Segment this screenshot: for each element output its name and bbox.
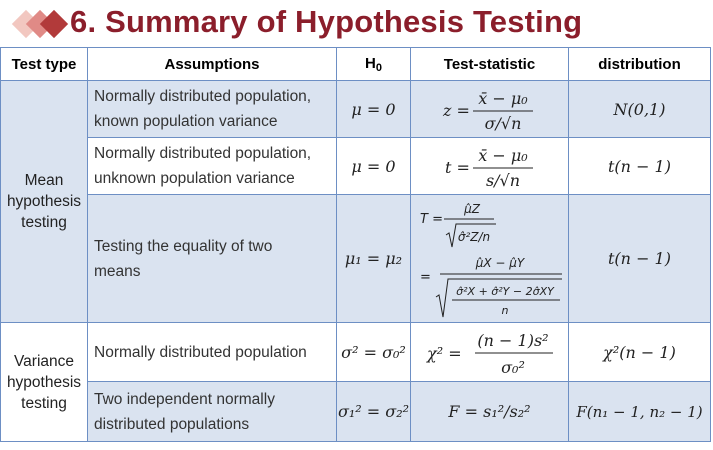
assumption-cell	[88, 195, 337, 323]
z-statistic-formula	[415, 84, 565, 134]
assumption-line: Normally distributed population	[94, 343, 307, 361]
group-mean	[1, 81, 88, 323]
summary-table	[0, 47, 711, 442]
T2-equals: =	[419, 269, 431, 285]
header-assumptions: Assumptions	[88, 48, 337, 81]
h0-cell: μ₁ = μ₂	[337, 195, 411, 323]
header-h0-label: H	[365, 54, 376, 72]
assumption-line: means	[94, 262, 141, 280]
distribution-cell: N(0,1)	[569, 81, 711, 138]
table-row	[1, 382, 711, 442]
T-numerator: μ̂Z	[463, 201, 480, 216]
assumption-cell	[88, 138, 337, 195]
group-mean-line-3: testing	[21, 214, 67, 231]
assumption-line: Testing the equality of two	[94, 237, 273, 255]
header-row	[1, 48, 711, 81]
assumption-line: known population variance	[94, 113, 278, 130]
h0-cell: μ = 0	[337, 138, 411, 195]
group-variance	[1, 323, 88, 442]
assumption-cell	[88, 323, 337, 382]
h0-cell: σ₁² = σ₂²	[337, 382, 411, 442]
statistic-cell	[411, 138, 569, 195]
table-row	[1, 138, 711, 195]
T-denominator: σ̂²Z/n	[457, 229, 490, 244]
title-bar	[0, 0, 713, 46]
table-row	[1, 323, 711, 382]
table-row	[1, 81, 711, 138]
header-h0-subscript: 0	[375, 61, 382, 74]
header-statistic: Test-statistic	[411, 48, 569, 81]
statistic-cell	[411, 323, 569, 382]
statistic-cell	[411, 195, 569, 323]
statistic-cell: F = s₁²/s₂²	[411, 382, 569, 442]
chi-lhs: χ² =	[426, 344, 462, 363]
T2-denominator-bottom: n	[501, 303, 508, 317]
assumption-line: unknown population variance	[94, 170, 295, 187]
group-mean-line-2: hypothesis	[6, 193, 82, 210]
assumption-line: Normally distributed population,	[94, 88, 312, 105]
header-h0	[337, 48, 411, 81]
h0-cell: σ² = σ₀²	[337, 323, 411, 382]
statistic-cell	[411, 81, 569, 138]
diamonds-decoration-icon	[14, 8, 70, 40]
group-variance-line-3: testing	[21, 394, 67, 412]
chi-denominator: σ₀²	[500, 358, 525, 377]
t-lhs: t =	[444, 158, 470, 177]
header-distribution: distribution	[569, 48, 711, 81]
two-means-statistic-formula	[412, 197, 568, 321]
distribution-cell: t(n − 1)	[569, 138, 711, 195]
assumption-cell	[88, 382, 337, 442]
distribution-cell: t(n − 1)	[569, 195, 711, 323]
T2-denominator-top: σ̂²X + σ̂²Y − 2σ̂XY	[455, 284, 554, 298]
chi-numerator: (n − 1)s²	[476, 331, 549, 350]
z-denominator: σ/√n	[484, 114, 521, 133]
assumption-line: Two independent normally	[94, 390, 275, 408]
assumption-line: distributed populations	[94, 415, 250, 433]
assumption-line: Normally distributed population,	[94, 145, 312, 162]
chi-square-statistic-formula	[415, 325, 565, 379]
group-variance-line-1: Variance	[13, 352, 75, 370]
h0-cell: μ = 0	[337, 81, 411, 138]
header-test-type: Test type	[1, 48, 88, 81]
T2-numerator: μ̂X − μ̂Y	[475, 255, 524, 270]
group-variance-line-2: hypothesis	[6, 373, 82, 391]
distribution-cell: F(n₁ − 1, n₂ − 1)	[569, 382, 711, 442]
assumption-cell	[88, 81, 337, 138]
z-numerator: x̄ − μ₀	[477, 89, 528, 108]
t-numerator: x̄ − μ₀	[477, 146, 528, 165]
z-lhs: z =	[442, 101, 470, 120]
distribution-cell: χ²(n − 1)	[569, 323, 711, 382]
t-denominator: s/√n	[485, 171, 520, 190]
page-title: 6. Summary of Hypothesis Testing	[70, 4, 583, 39]
table-row	[1, 195, 711, 323]
t-statistic-formula	[415, 141, 565, 191]
T-lhs: T =	[419, 211, 443, 227]
group-mean-line-1: Mean	[24, 172, 64, 189]
